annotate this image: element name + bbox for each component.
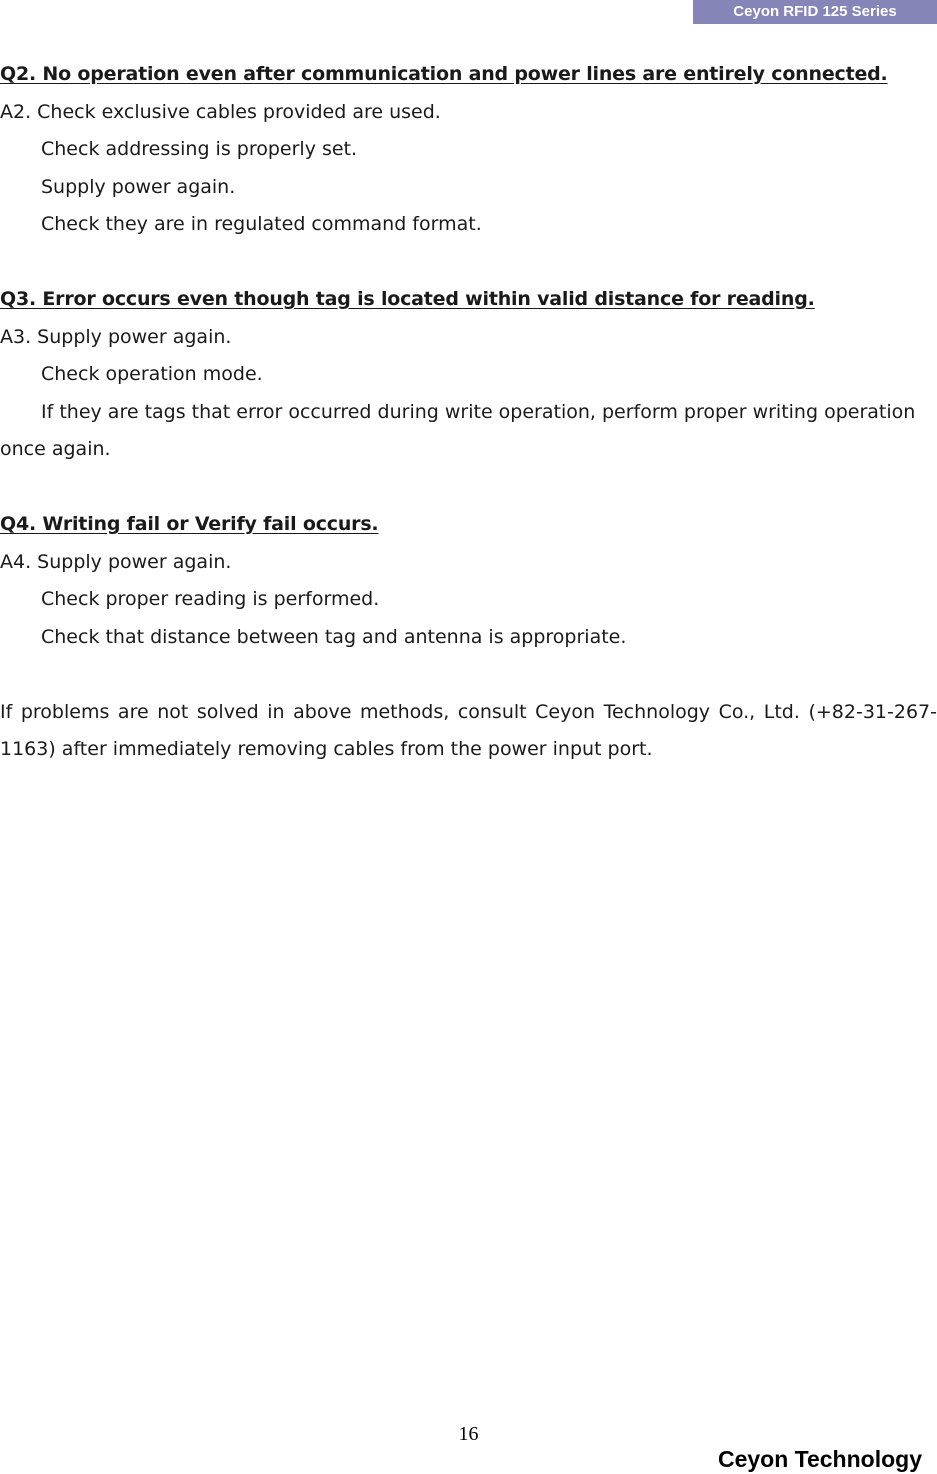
page-number: 16: [458, 1423, 479, 1445]
faq-item-q2: [0, 56, 937, 244]
answer-a2-first: A2. Check exclusive cables provided are used.: [0, 100, 441, 123]
question-q3: Q3. Error occurs even though tag is located within valid distance for reading.: [0, 288, 815, 310]
answer-a4-line: Check proper reading is performed.: [41, 588, 380, 610]
answer-a4-line: Check that distance between tag and antenna is appropriate.: [41, 625, 627, 648]
series-header-badge: Ceyon RFID 125 Series: [693, 0, 937, 24]
faq-item-q3: [0, 281, 937, 469]
answer-a2-line: Check addressing is properly set.: [41, 138, 358, 160]
faq-content: [0, 56, 937, 769]
answer-a3-paragraph: If they are tags that error occurred during write operation, perform proper writing operation once again.: [0, 400, 916, 460]
question-q4: Q4. Writing fail or Verify fail occurs.: [0, 513, 379, 535]
answer-a4-first: A4. Supply power again.: [0, 550, 232, 573]
answer-a3-line: Check operation mode.: [41, 363, 263, 385]
answer-a2-line: Check they are in regulated command format.: [41, 213, 482, 235]
question-q2: Q2. No operation even after communication and power lines are entirely connected.: [0, 63, 888, 85]
answer-a3-first: A3. Supply power again.: [0, 325, 232, 348]
footer-brand: Ceyon Technology: [717, 1446, 922, 1472]
answer-a2-line: Supply power again.: [41, 175, 236, 198]
support-contact-note: If problems are not solved in above methods, consult Ceyon Technology Co., Ltd. (+82-31-267-1163) after immediately removing cables from the power input port.: [0, 700, 937, 760]
faq-item-q4: [0, 506, 937, 656]
